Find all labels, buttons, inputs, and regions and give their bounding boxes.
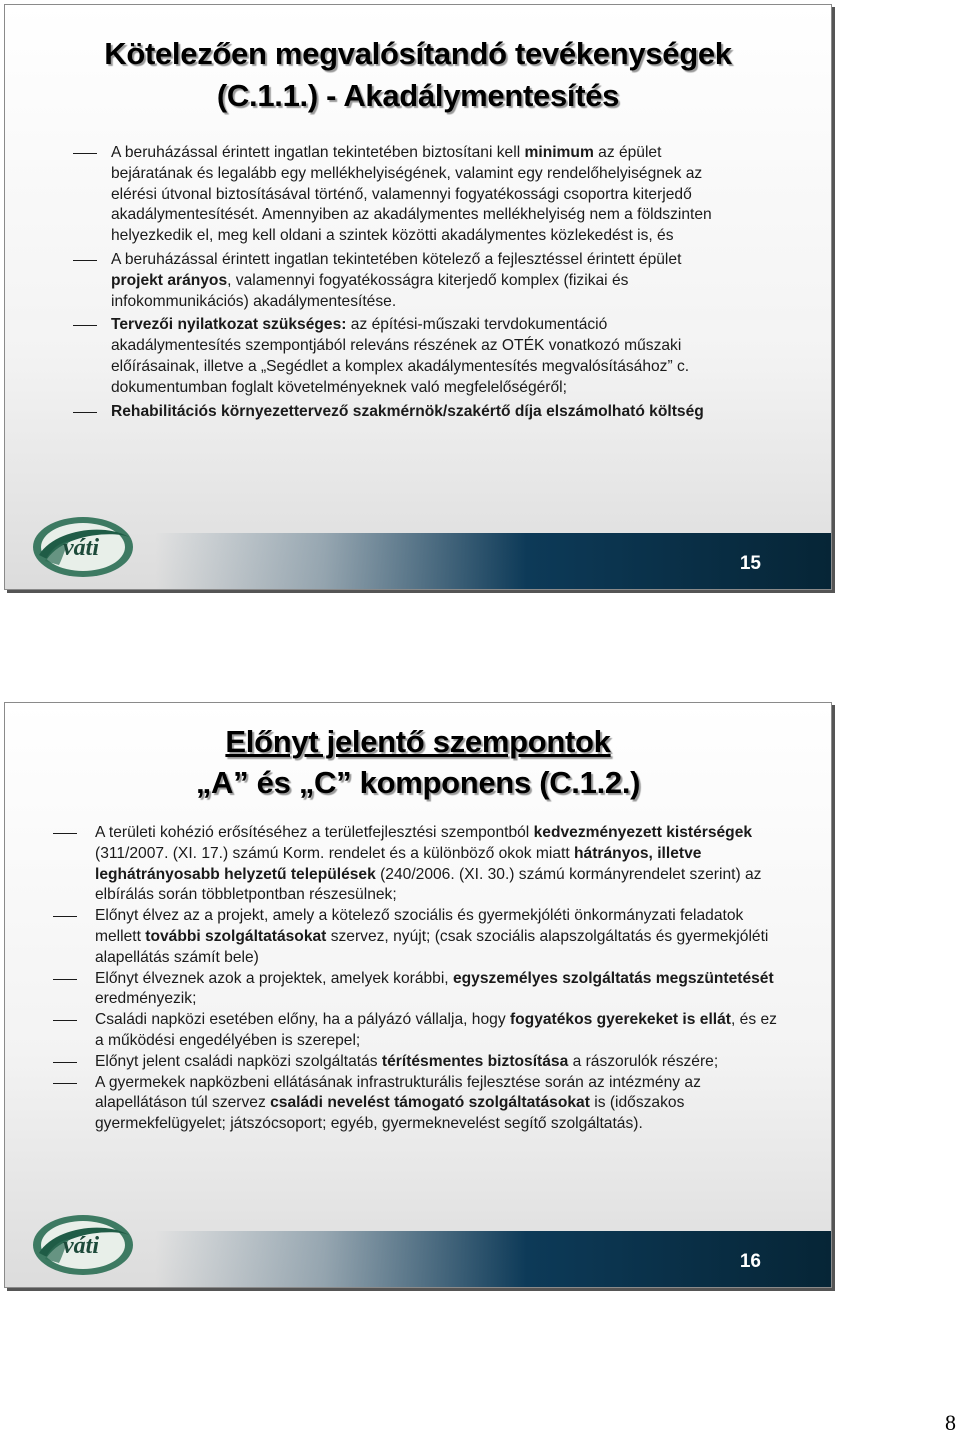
bold-text-run: hátrányos, illetve leghátrányosabb helyzetű települések <box>95 844 702 883</box>
slide-title-line-1: Kötelezően megvalósítandó tevékenységek <box>104 36 732 71</box>
bold-text-run: minimum <box>524 144 594 161</box>
bold-text-run: további szolgáltatásokat <box>145 927 327 945</box>
bullet-item <box>53 906 783 968</box>
footer-bar <box>155 1231 831 1287</box>
bullet-item <box>53 969 783 1011</box>
text-run: A beruházással érintett ingatlan tekintetében kötelező a fejlesztéssel érintett épület <box>111 250 682 268</box>
text-run: szervez, nyújt; (csak szociális alapszolgáltatás és gyermekjóléti alapellátás számít bele) <box>95 927 769 966</box>
bold-text-run: projekt arányos <box>111 271 228 289</box>
bullet-dash <box>73 260 97 261</box>
bold-text-run: Tervezői nyilatkozat szükséges: <box>111 316 347 334</box>
text-run: A gyermekek napközbeni ellátásának infrastrukturális fejlesztése során az intézmény az alapellátáson túl szervez <box>95 1073 701 1112</box>
text-run: (311/2007. (XI. 17.) számú Korm. rendelet és a különböző okok miatt <box>95 844 575 862</box>
text-run: a rászorulók részére; <box>568 1052 719 1070</box>
slide-footer <box>5 525 831 589</box>
text-run: is (időszakos gyermekfelügyelet; játszócsoport; egyéb, gyermeknevelést segítő szolgáltatás). <box>95 1094 685 1133</box>
slide-15 <box>4 4 832 590</box>
slide-title <box>5 33 831 117</box>
slide-title-line-1: Előnyt jelentő szempontok <box>225 724 611 759</box>
slide-title-line-2: (C.1.1.) - Akadálymentesítés <box>216 78 620 113</box>
text-run: , és ez a működési engedélyében is szerepel; <box>95 1011 777 1049</box>
bullet-item <box>53 1073 783 1135</box>
svg-text:váti: váti <box>63 1233 99 1259</box>
slide-title <box>5 721 831 803</box>
bullet-dash <box>53 916 77 917</box>
svg-text:váti: váti <box>63 535 99 561</box>
text-run: Előnyt élvez az a projekt, amely a kötelező szociális és gyermekjóléti önkormányzati feladatok mellett <box>95 907 744 945</box>
bold-text-run: Rehabilitációs környezettervező szakmérnök/szakértő díja elszámolható költség <box>111 402 704 420</box>
bullet-dash <box>73 412 97 413</box>
bullet-item <box>53 1052 783 1073</box>
bullet-dash <box>53 833 77 834</box>
slide-16 <box>4 702 832 1288</box>
bold-text-run: fogyatékos gyerekeket is ellát <box>509 1011 731 1029</box>
text-run: (240/2006. (XI. 30.) számú kormányrendelet szerint) az elbírálás során többletpontban részesülnek; <box>95 865 762 904</box>
bold-text-run: egyszemélyes szolgáltatás megszüntetését <box>452 969 774 987</box>
bullet-item <box>73 143 733 247</box>
text-run: Előnyt jelent családi napközi szolgáltatás <box>95 1052 382 1070</box>
text-run: A beruházással érintett ingatlan tekintetében biztosítani kell <box>111 144 525 161</box>
bullet-dash <box>53 1020 77 1021</box>
bullet-dash <box>53 1083 77 1084</box>
bullet-dash <box>73 325 97 326</box>
bullet-list <box>53 823 783 1135</box>
bold-text-run: családi nevelést támogató szolgáltatásokat <box>270 1094 590 1112</box>
text-run: eredményezik; <box>95 990 197 1008</box>
text-run: Családi napközi esetében előny, ha a pályázó vállalja, hogy <box>95 1011 510 1029</box>
bullet-item <box>53 823 783 906</box>
bullet-dash <box>53 1062 77 1063</box>
text-run: az épület bejáratának és legalább egy mellékhelyiségének, valamint egy rendelőhelyiségnek az elérési útvonal biztosításával történő, valamennyi fogyatékossági csoportra kiterjedő akadálymentesítését. Amennyiben az akadálymentes mellékhelyiség nem a földszinten helyezkedik el, meg kell oldani a szintek közötti akadálymentes közlekedést is, és <box>111 144 712 245</box>
bullet-item <box>73 250 733 312</box>
vati-logo-icon <box>25 509 137 583</box>
slide-title-line-2: „A” és „C” komponens (C.1.2.) <box>195 765 641 800</box>
bold-text-run: kedvezményezett kistérségek <box>533 824 753 841</box>
bold-text-run: térítésmentes biztosítása <box>381 1052 569 1070</box>
slide-footer <box>5 1223 831 1287</box>
text-run: Előnyt élveznek azok a projektek, amelyek korábbi, <box>95 969 453 987</box>
footer-bar <box>155 533 831 589</box>
bullet-item <box>53 1010 783 1052</box>
bullet-item <box>73 315 733 398</box>
bullet-dash <box>53 979 77 980</box>
vati-logo-icon <box>25 1207 137 1281</box>
page-number: 16 <box>739 1251 761 1272</box>
text-run: az építési-műszaki tervdokumentáció akadálymentesítés szempontjából releváns részének az OTÉK vonatkozó műszaki előírásainak, illetve a „Segédlet a komplex akadálymentesítés megvalósításához” c. dokumentumban foglalt követelményeknek való megfelelőségéről; <box>111 316 690 396</box>
bullet-dash <box>73 153 97 154</box>
text-run: A területi kohézió erősítéséhez a területfejlesztési szempontból <box>95 824 534 841</box>
sheet-page-number: 8 <box>945 1410 956 1435</box>
page-number: 15 <box>739 553 761 574</box>
bullet-item <box>73 402 733 423</box>
text-run: , valamennyi fogyatékosságra kiterjedő komplex (fizikai és infokommunikációs) akadálymentesítése. <box>111 271 629 310</box>
bullet-list <box>73 143 733 425</box>
